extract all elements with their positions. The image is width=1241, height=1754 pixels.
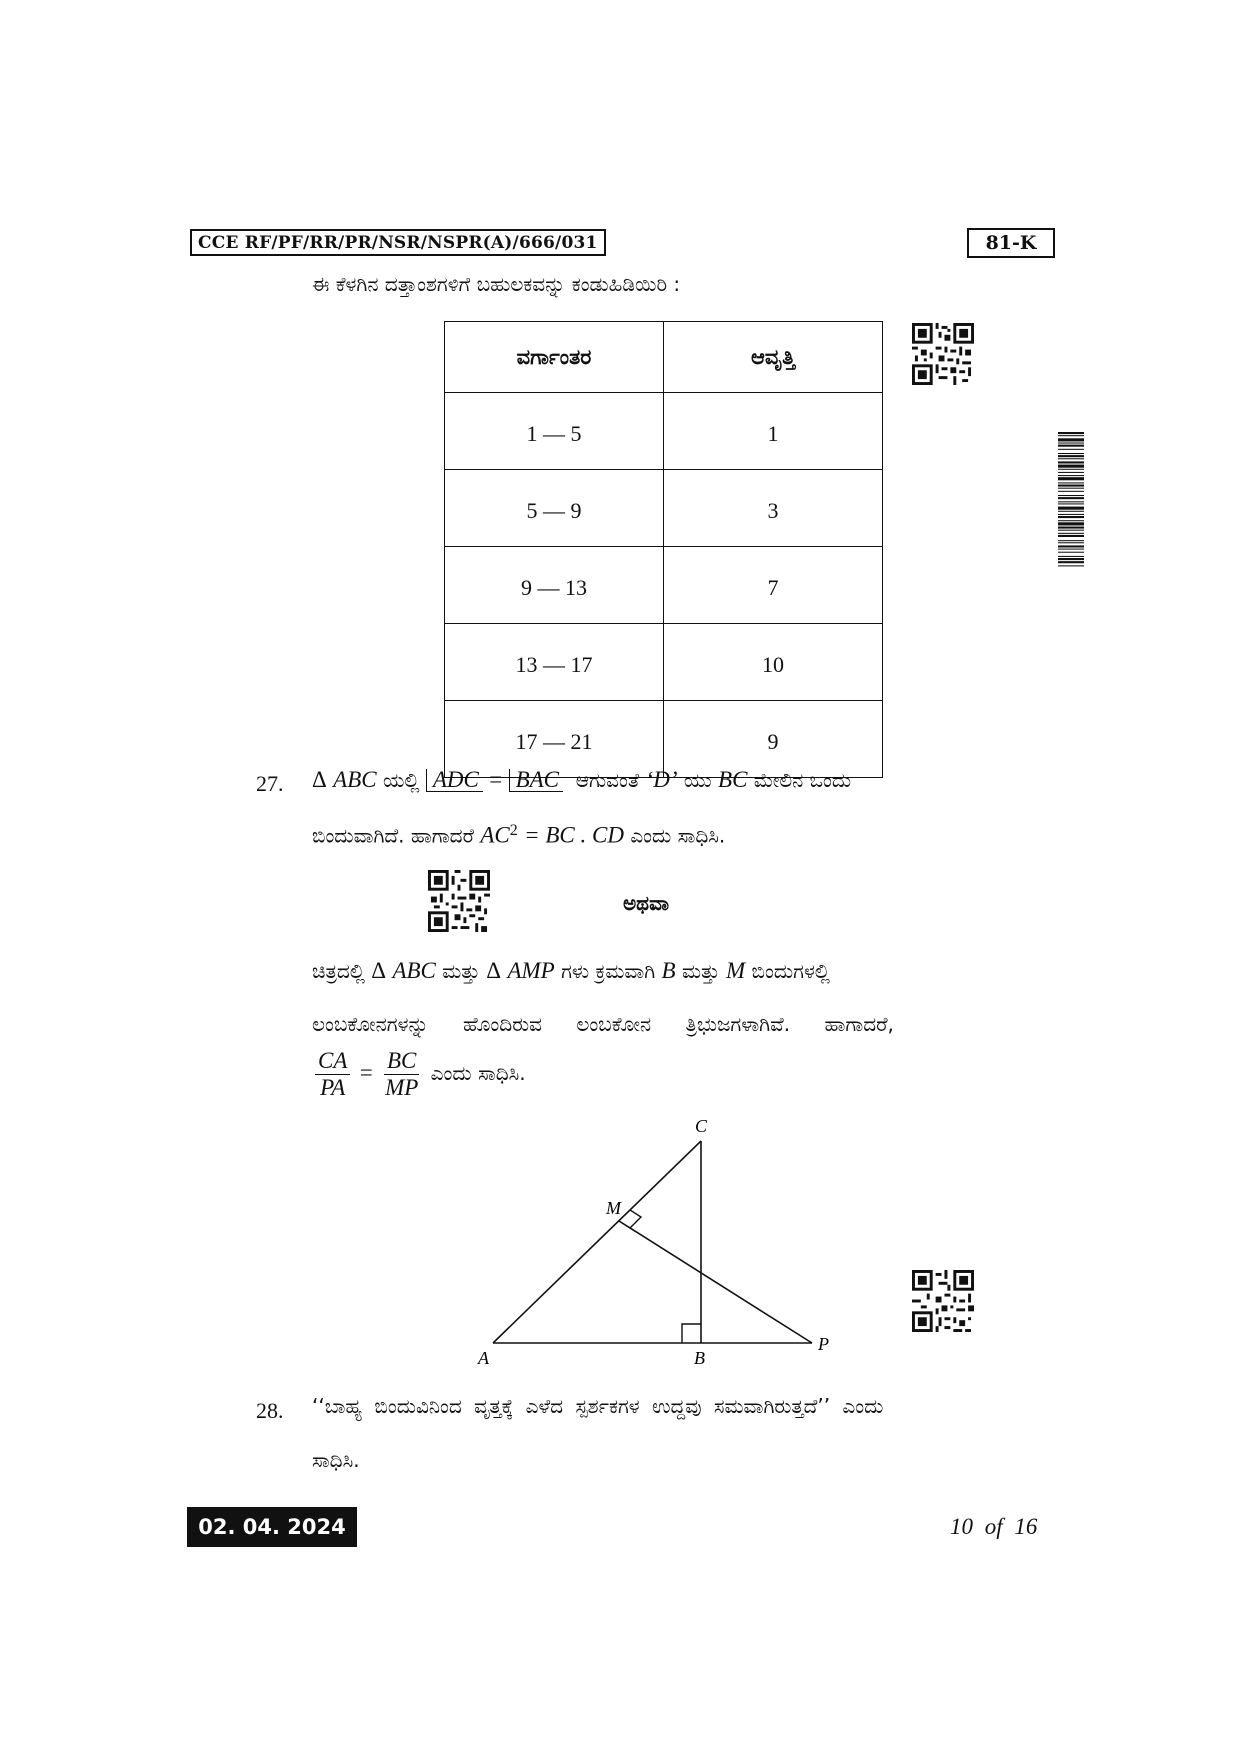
class-interval-cell: 17 — 21 (445, 701, 664, 778)
equation-bc-cd: = BC . CD (524, 822, 624, 848)
table-row (445, 701, 883, 778)
frequency-cell: 9 (664, 701, 883, 778)
numerator: CA (315, 1048, 350, 1075)
barcode-icon (1058, 432, 1084, 704)
barcode-bar (1058, 514, 1084, 515)
page-number: 10 of 16 (950, 1514, 1038, 1539)
barcode-bar (1058, 477, 1084, 480)
barcode-bar (1058, 556, 1084, 557)
barcode-bar (1058, 535, 1084, 537)
barcode-bar (1058, 497, 1084, 499)
right-angle-m (630, 1210, 641, 1228)
frequency-cell: 10 (664, 624, 883, 701)
barcode-bar (1058, 469, 1084, 470)
alt-text: ಎಂದು ಸಾಧಿಸಿ. (430, 1061, 526, 1085)
barcode-bar (1058, 438, 1084, 441)
barcode-bar (1058, 488, 1084, 489)
triangle-figure (460, 1110, 860, 1370)
barcode-bar (1058, 443, 1084, 444)
q27-line-2 (312, 822, 725, 849)
question-intro: ಈ ಕೆಳಗಿನ ದತ್ತಾಂಶಗಳಿಗೆ ಬಹುಲಕವನ್ನು ಕಂಡುಹಿಡಿಯಿರಿ : (312, 272, 681, 296)
delta-symbol: Δ (312, 767, 327, 792)
fraction-bc-mp (382, 1048, 421, 1101)
frequency-cell: 1 (664, 393, 883, 470)
equals-sign: = (359, 1060, 373, 1085)
label-b: B (694, 1348, 705, 1368)
right-angle-b (682, 1324, 701, 1343)
q27-text: ಎಂದು ಸಾಧಿಸಿ. (630, 823, 726, 848)
question-number: 27. (256, 771, 284, 796)
barcode-bar (1058, 516, 1084, 518)
header-class-interval: ವರ್ಗಾಂತರ (445, 322, 664, 393)
numerator: BC (384, 1048, 419, 1075)
or-separator: ಅಥವಾ (623, 891, 669, 915)
alt-text: ಗಳು ಕ್ರಮವಾಗಿ (561, 959, 656, 983)
barcode-bar (1058, 432, 1084, 434)
denominator: MP (385, 1075, 419, 1100)
barcode-bar (1058, 455, 1084, 457)
alt-text: ಮತ್ತು (681, 959, 720, 983)
segment-bc: BC (718, 767, 748, 792)
table-row (445, 393, 883, 470)
barcode-bar (1058, 558, 1084, 560)
angle-bac: BAC (509, 769, 563, 792)
barcode-bar (1058, 475, 1084, 476)
barcode-bar (1058, 465, 1084, 468)
point-b: B (661, 958, 676, 983)
q27-text: ಮೇಲಿನ ಒಂದು (753, 768, 852, 792)
barcode-bar (1058, 540, 1084, 541)
barcode-bar (1058, 520, 1084, 521)
paper-number: 81-K (967, 228, 1055, 258)
barcode-bar (1058, 495, 1084, 496)
barcode-bar (1058, 530, 1084, 531)
delta-symbol: Δ (486, 958, 502, 983)
barcode-bar (1058, 552, 1084, 553)
barcode-bar (1058, 472, 1084, 473)
table-row (445, 624, 883, 701)
table-row (445, 547, 883, 624)
label-c: C (695, 1116, 708, 1136)
frequency-cell: 7 (664, 547, 883, 624)
alt-text: ಮತ್ತು (442, 959, 480, 983)
triangle-abc: ABC (333, 767, 377, 792)
alt-text: ಚಿತ್ರದಲ್ಲಿ (312, 959, 365, 983)
barcode-bar (1058, 522, 1084, 525)
header-frequency: ಆವೃತ್ತಿ (664, 322, 883, 393)
q28-line-2: ಸಾಧಿಸಿ. (312, 1448, 360, 1472)
frequency-cell: 3 (664, 470, 883, 547)
class-interval-cell: 13 — 17 (445, 624, 664, 701)
barcode-bar (1058, 445, 1084, 447)
denominator: PA (320, 1075, 346, 1100)
barcode-bar (1058, 565, 1084, 566)
qr-code-icon (428, 870, 490, 932)
barcode-bar (1058, 485, 1084, 487)
side-mp (619, 1221, 812, 1343)
segment-ac: AC (480, 822, 510, 848)
fraction-ca-pa (315, 1048, 350, 1101)
barcode-bar (1058, 458, 1084, 459)
qr-code-icon (912, 1270, 974, 1332)
barcode-bar (1058, 533, 1084, 534)
barcode-bar (1058, 461, 1084, 463)
point-m: M (726, 958, 746, 983)
superscript-2: 2 (509, 822, 518, 839)
barcode-bar (1058, 545, 1084, 547)
q27-alt-line-1 (312, 958, 830, 984)
barcode-bar (1058, 507, 1084, 510)
class-interval-cell: 9 — 13 (445, 547, 664, 624)
alt-text: ಬಿಂದುಗಳಲ್ಲಿ (751, 959, 830, 983)
barcode-bar (1058, 561, 1084, 563)
q27-alt-line-2: ಲಂಬಕೋನಗಳನ್ನು ಹೊಂದಿರುವ ಲಂಬಕೋನ ತ್ರಿಭುಜಗಳಾಗಿವೆ. ಹಾಗಾದರೆ, (312, 1012, 894, 1036)
class-interval-cell: 5 — 9 (445, 470, 664, 547)
question-number: 28. (256, 1398, 284, 1423)
q27-text: ಯಲ್ಲಿ (382, 768, 420, 792)
q27-text: ಆಗುವಂತೆ (575, 768, 640, 792)
triangle-abc: ABC (392, 958, 436, 983)
barcode-bar (1058, 511, 1084, 512)
q27-line-1 (312, 767, 851, 793)
label-p: P (818, 1334, 829, 1354)
barcode-bar (1058, 527, 1084, 529)
barcode-bar (1058, 449, 1084, 450)
point-d: ‘D’ (645, 767, 678, 792)
barcode-bar (1058, 503, 1084, 504)
barcode-bar (1058, 549, 1084, 550)
table-row (445, 470, 883, 547)
triangle-amp: AMP (507, 958, 555, 983)
q27-text: ಬಿಂದುವಾಗಿದೆ. ಹಾಗಾದರೆ (312, 823, 474, 848)
equals-sign: = (489, 767, 503, 792)
angle-adc: ADC (426, 769, 483, 792)
side-ac (493, 1141, 701, 1343)
barcode-bar (1058, 501, 1084, 502)
q28-line-1: ‘‘ಬಾಹ್ಯ ಬಿಂದುವಿನಿಂದ ವೃತ್ತಕ್ಕೆ ಎಳೆದ ಸ್ಪರ್ಶಕಗಳ ಉದ್ದವು ಸಮವಾಗಿರುತ್ತದೆ’’ ಎಂದು (312, 1394, 884, 1418)
barcode-bar (1058, 542, 1084, 543)
barcode-bar (1058, 435, 1084, 436)
table-header-row (445, 322, 883, 393)
q27-text: ಯು (683, 768, 712, 792)
barcode-bar (1058, 482, 1084, 483)
label-m: M (606, 1198, 621, 1218)
paper-code: CCE RF/PF/RR/PR/NSR/NSPR(A)/666/031 (190, 229, 606, 256)
frequency-table (444, 321, 883, 778)
delta-symbol: Δ (371, 958, 387, 983)
class-interval-cell: 1 — 5 (445, 393, 664, 470)
barcode-bar (1058, 491, 1084, 492)
q27-alt-line-3 (312, 1048, 526, 1101)
label-a: A (478, 1348, 489, 1368)
qr-code-icon (912, 323, 974, 385)
exam-date: 02. 04. 2024 (187, 1507, 357, 1547)
barcode-bar (1058, 453, 1084, 454)
